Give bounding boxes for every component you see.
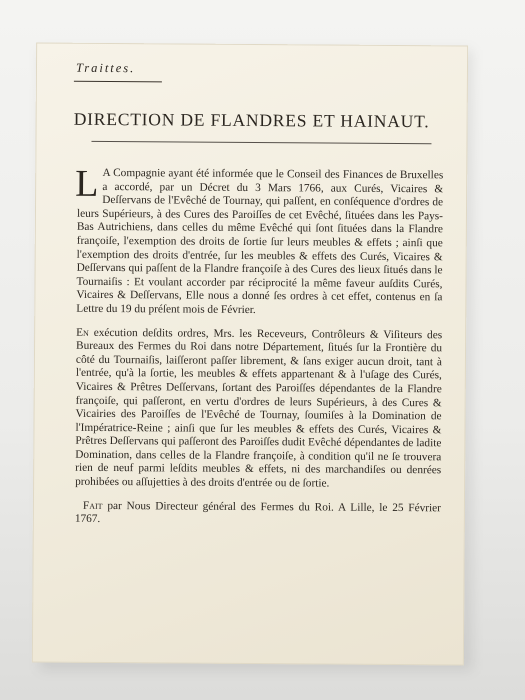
signature-lead: Fait	[82, 499, 103, 512]
paragraph-2-text: exécution deſdits ordres, Mrs. les Receveurs, Contrôleurs & Viſiteurs des Bureaux des Fermes du Roi dans notre Département, ſitués ſur la Frontière du côté du Tournaiſis, laiſſeront paſſer librement, & ſans exiger aucun droit, tant à l'entrée, qu'à la ſortie, les meubles & effets appartenant & à l'uſage des Curés, Vicaires & Prêtres Deſſervans, ſortant des Paroiſſes dépendantes de la Flandre françoiſe, qui paſſeront, en vertu d'ordres de leurs Supérieurs, à des Cures & Vicairies des Paroiſſes de l'Evêché de Tournay, ſoumiſes à la Domination de l'Impératrice-Reine ; ainſi que ſur les meubles & effets des Curés, Vicaires & Prêtres Deſſervans qui paſſeront des Paroiſſes dudit Evêché dépendantes de ladite Domination, dans celles de la Flandre françoiſe, à condition qu'il ne ſe trouvera rien de neuf parmi leſdits meubles & effets, ni des marchandiſes ou denrées prohibées ou aſſujetties à des droits d'entrée ou de ſortie.	[75, 326, 443, 490]
document-title: DIRECTION DE FLANDRES ET HAINAUT.	[73, 108, 430, 132]
header-label: Traittes.	[75, 60, 136, 76]
paragraph-2-lead: En	[76, 326, 89, 339]
document-body	[74, 162, 444, 539]
title-rule	[91, 141, 431, 144]
document-page	[32, 42, 468, 665]
paragraph-2	[75, 326, 442, 492]
header-rule	[74, 81, 162, 83]
signature-text: par Nous Directeur général des Fermes du Roi. A Lille, le 25 Février 1767.	[74, 499, 441, 526]
drop-cap: L	[75, 162, 99, 205]
paragraph-1-text: A Compagnie ayant été informée que le Conseil des Finances de Bruxelles a accordé, par un Décret du 3 Mars 1766, aux Curés, Vicaires & Deſſervans de l'Evêché de Tournay, qui paſſent, en conſéquence d'ordres de leurs Supérieurs, à des Cures des Paroiſſes de cet Evêché, ſituées dans les Pays-Bas Autrichiens, dans celles du même Evêché qui ſont ſituées dans la Flandre françoiſe, l'exemption des droits de ſortie ſur leurs meubles & effets ; ainſi que l'exemption des droits d'entrée, ſur les meubles & effets des Curés, Vicaires & Deſſervans qui paſſent de la Flandre françoiſe à des Cures des lieux ſitués dans le Tournaiſis : Et voulant accorder par réciprocité la même faveur auſdits Curés, Vicaires & Deſſervans, Elle nous a donné ſes ordres à cet effet, contenus en ſa Lettre du 19 du préſent mois de Février.	[76, 166, 444, 316]
paragraph-1	[75, 162, 444, 319]
signature-line	[75, 499, 441, 529]
